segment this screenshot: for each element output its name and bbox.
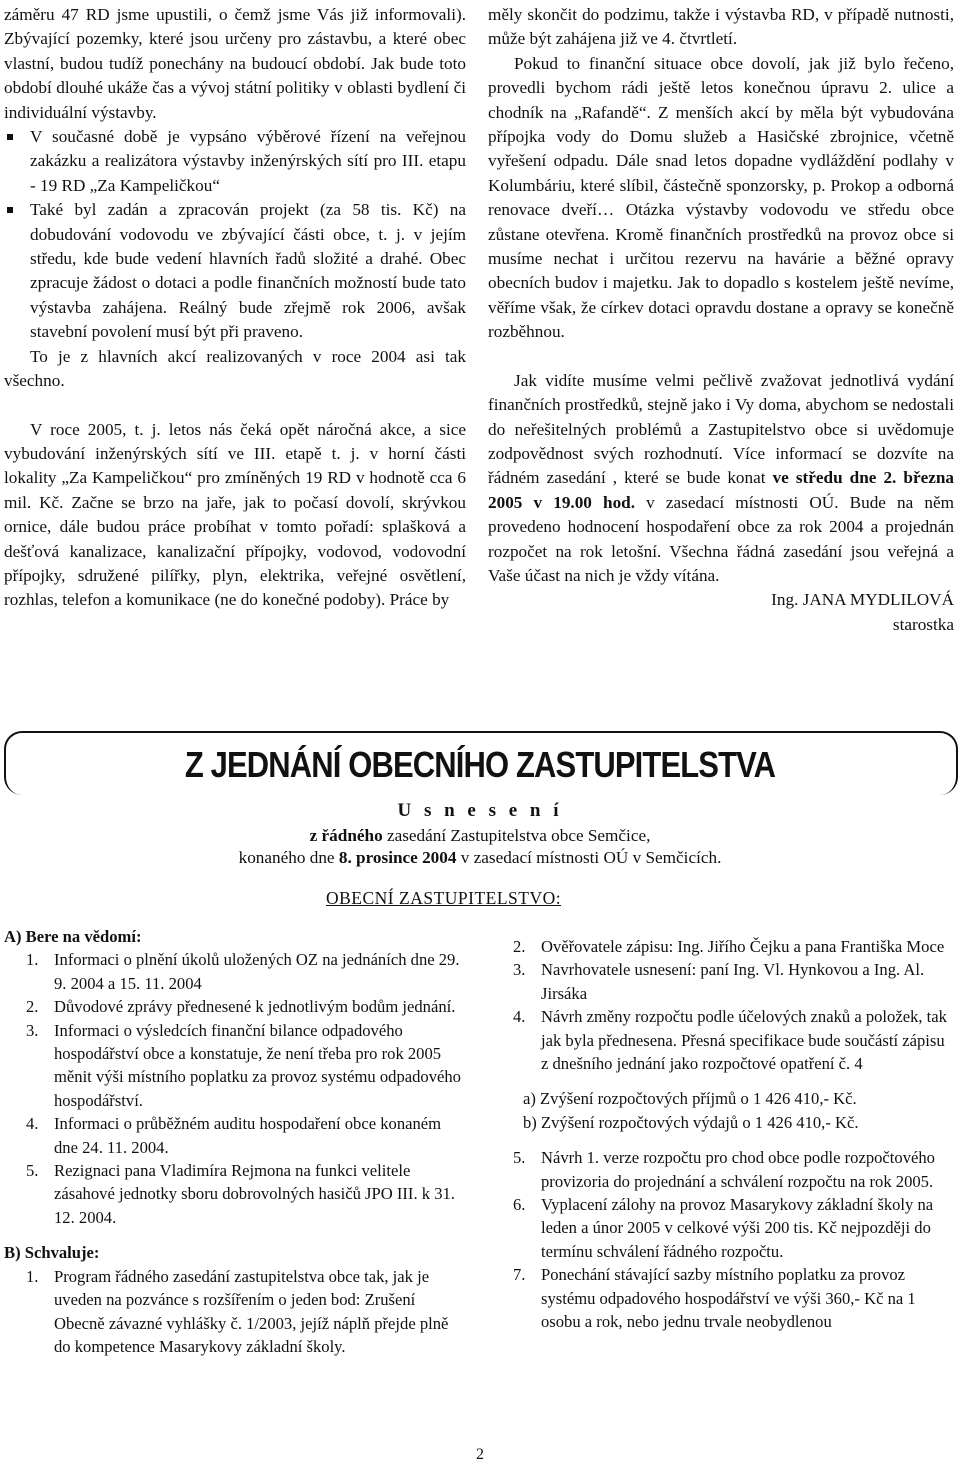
- bullet-item-water-project: Také byl zadán a zpracován projekt (za 58 tis. Kč) na dobudování vodovodu ve zbývající části obce, t. j. v jejím středu, kde bude vedení hlavních řadů složité a drahé. Obec zpracuje žádost o dotaci a podle finančních možností bude tato výstavba zahájena. Reálný bude zřejmě rok 2006, avšak stavební povolení musí být při praveno.: [4, 198, 466, 344]
- right-paragraph-2: Pokud to finanční situace obce dovolí, jak již bylo řečeno, provedli bychom rádi ještě letos konečnou úpravu 2. ulice a chodník na „Rafandě“. Z menších akcí by měla být vybudována přípojka vody do Domu služeb a Hasičské zbrojnice, včetně vyřešení odpadu. Dále snad letos dopadne vydláždění podlahy v Kolumbáriu, které slíbil, částečně sponzorsky, p. Prokop a odborná renovace dveří… Otázka výstavby vodovodu ve středu obce zůstane otevřena. Kromě finančních prostředků na provoz obce si musíme nechat i určitou rezervu na havárie a běžné opravy obecních budov i majetku. Jak to dopadlo s kostelem ještě nevíme, věříme však, že církev dotaci opravdu dostane a opravy se konečně rozběhnou.: [488, 53, 954, 342]
- item-text: Informaci o plnění úkolů uložených OZ na jednáních dne 29. 9. 2004 a 15. 11. 2004: [54, 950, 460, 993]
- heading-schvaluje: B) Schvaluje:: [4, 1243, 100, 1263]
- list-item: [513, 1263, 955, 1333]
- item-number: 2.: [26, 997, 39, 1017]
- list-item: [26, 1265, 466, 1359]
- signature-name: Ing. JANA MYDLILOVÁ: [771, 590, 954, 610]
- bullet-item-tender: V současné době je vypsáno výběrové řízení na veřejnou zakázku a realizátora výstavby inženýrských sítí pro III. etapu - 19 RD „Za Kampeličkou“: [4, 125, 466, 198]
- page-number: 2: [476, 1446, 484, 1463]
- item-text: Návrh 1. verze rozpočtu pro chod obce podle rozpočtového provizoria do projednání a schválení rozpočtu na rok 2005.: [541, 1148, 935, 1191]
- item-text: Návrh změny rozpočtu podle účelových znaků a položek, tak jak byla přednesena. Přesná specifikace bude součástí zápisu z dnešního jednání jako rozpočtové opatření č. 4: [541, 1007, 947, 1074]
- list-item: [26, 995, 466, 1018]
- item-number: 3.: [513, 960, 526, 980]
- list-item: [26, 1019, 466, 1113]
- resolution-heading: U s n e s e n í: [397, 800, 563, 821]
- right-column: [488, 3, 954, 637]
- item-number: 5.: [26, 1161, 39, 1181]
- signature-role: starostka: [892, 614, 954, 634]
- item-number: 6.: [513, 1195, 526, 1215]
- item-text: Informaci o průběžném auditu hospodaření obce konaném dne 24. 11. 2004.: [54, 1114, 442, 1157]
- list-item: [513, 935, 955, 958]
- item-text: Vyplacení zálohy na provoz Masarykovy základní školy na leden a únor 2005 v celkové výši 200 tis. Kč nejpozději do termínu schválení řádného rozpočtu.: [541, 1195, 934, 1261]
- item-number: 1.: [26, 950, 39, 970]
- list-item: [513, 1146, 955, 1193]
- list-item: [513, 958, 955, 1005]
- left-paragraph-2: To je z hlavních akcí realizovaných v roce 2004 asi tak všechno.: [4, 346, 466, 391]
- resolution-subtitle-1: z řádného zasedání Zastupitelstva obce Semčice,: [309, 826, 651, 845]
- item-text: Navrhovatele usnesení: paní Ing. Vl. Hynkovou a Ing. Al. Jirsáka: [541, 960, 925, 1003]
- list-b: [4, 1265, 466, 1359]
- item-text: Ověřovatele zápisu: Ing. Jiřího Čejku a pana Františka Moce: [541, 937, 945, 956]
- section-title: Z JEDNÁNÍ OBECNÍHO ZASTUPITELSTVA: [184, 744, 776, 785]
- item-number: 2.: [513, 937, 526, 956]
- list-item: [513, 1005, 955, 1075]
- item-text: Důvodové zprávy přednesené k jednotlivým bodům jednání.: [54, 997, 456, 1017]
- list-item: [26, 1112, 466, 1159]
- left-column: [4, 3, 466, 613]
- right-paragraph-1: měly skončit do podzimu, takže i výstavba RD, v případě nutnosti, může být zahájena již ve 4. čtvrtletí.: [488, 5, 954, 49]
- item-number: 4.: [26, 1114, 39, 1134]
- list-item: [26, 948, 466, 995]
- heading-bere-na-vedomi: A) Bere na vědomí:: [4, 927, 142, 946]
- budget-income: a) Zvýšení rozpočtových příjmů o 1 426 410,- Kč.: [523, 1089, 857, 1109]
- left-paragraph-3: V roce 2005, t. j. letos nás čeká opět náročná akce, a sice vybudování inženýrských sítí ve III. etapě t. j. v horní části lokality „Za Kampeličkou“ pro zmíněných 19 RD v hodnotě cca 6 mil. Kč. Začne se brzo na jaře, jak to počasí dovolí, skrývkou ornice, dále budou práce probíhat v tomto pořadí: splašková a dešťová kanalizace, kanalizační přípojky, vodovod, vodovodní přípojky, sdružené pilířky, plyn, elektrika, veřejné osvětlení, rozhlas, telefon a komunikace (ne do konečné podoby). Práce by: [4, 419, 466, 610]
- item-text: Informaci o výsledcích finanční bilance odpadového hospodářství obce a konstatuje, že není třeba pro rok 2005 měnit výši místního poplatku za provoz systému odpadového hospodářství.: [54, 1020, 461, 1110]
- meeting-info-text-2: v zasedací místnosti OÚ. Bude na něm provedeno hodnocení hospodaření obce za rok 2004 a projednán rozpočet na rok letošní. Všechna řádná zasedání jsou veřejná a Vaše účast na nich je vždy vítána.: [488, 492, 954, 585]
- list-a: [4, 948, 466, 1229]
- right-paragraph-3: [488, 369, 954, 589]
- meeting-date: ve středu dne 2. března 2005 v 19.00 hod.: [488, 468, 954, 512]
- resolutions-right: [513, 935, 955, 1334]
- resolutions-left: [4, 925, 466, 1358]
- list-right-1: [513, 935, 955, 1075]
- item-number: 1.: [26, 1266, 39, 1286]
- resolution-subtitle-2: konaného dne 8. prosince 2004 v zasedací místnosti OÚ v Semčicích.: [238, 848, 722, 867]
- item-text: Program řádného zasedání zastupitelstva obce tak, jak je uveden na pozvánce s rozšířením o jeden bod: Zrušení Obecně závazné vyhlášky č. 1/2003, jejíž náplň přejde plně do kompetence Masarykovy základní školy.: [54, 1266, 449, 1356]
- item-text: Ponechání stávající sazby místního poplatku za provoz systému odpadového hospodářství ve výši 360,- Kč na 1 osobu a rok, nebo jednu trvale neobydlenou: [541, 1265, 916, 1332]
- council-heading: OBECNÍ ZASTUPITELSTVO:: [326, 888, 562, 908]
- budget-expenses: b) Zvýšení rozpočtových výdajů o 1 426 410,- Kč.: [523, 1112, 859, 1132]
- left-paragraph-1: záměru 47 RD jsme upustili, o čemž jsme Vás již informovali). Zbývající pozemky, které jsou určeny pro zástavbu, a které obec vlastní, budou tudíž ponechány na budoucí období. Jak bude toto období dlouhé ukáže čas a vývoj státní politiky v oblasti bydlení či individuální výstavby.: [4, 5, 466, 122]
- item-number: 7.: [513, 1265, 526, 1285]
- item-text: Rezignaci pana Vladimíra Rejmona na funkci velitele zásahové jednotky sboru dobrovolných hasičů JPO III. k 31. 12. 2004.: [54, 1161, 455, 1227]
- item-number: 4.: [513, 1007, 526, 1027]
- item-number: 5.: [513, 1148, 526, 1168]
- list-item: [513, 1193, 955, 1263]
- meeting-info-text: Jak vidíte musíme velmi pečlivě zvažovat jednotlivá vydání finančních prostředků, stejně jako i Vy doma, abychom se nedostali do neřešitelných problémů a Zastupitelstvo obce si uvědomuje zodpovědnost svých rozhodnutí. Více informací se dozvíte na řádném zasedání , které se bude konat: [488, 370, 954, 488]
- list-right-2: [513, 1146, 955, 1333]
- list-item: [26, 1159, 466, 1229]
- item-number: 3.: [26, 1020, 39, 1040]
